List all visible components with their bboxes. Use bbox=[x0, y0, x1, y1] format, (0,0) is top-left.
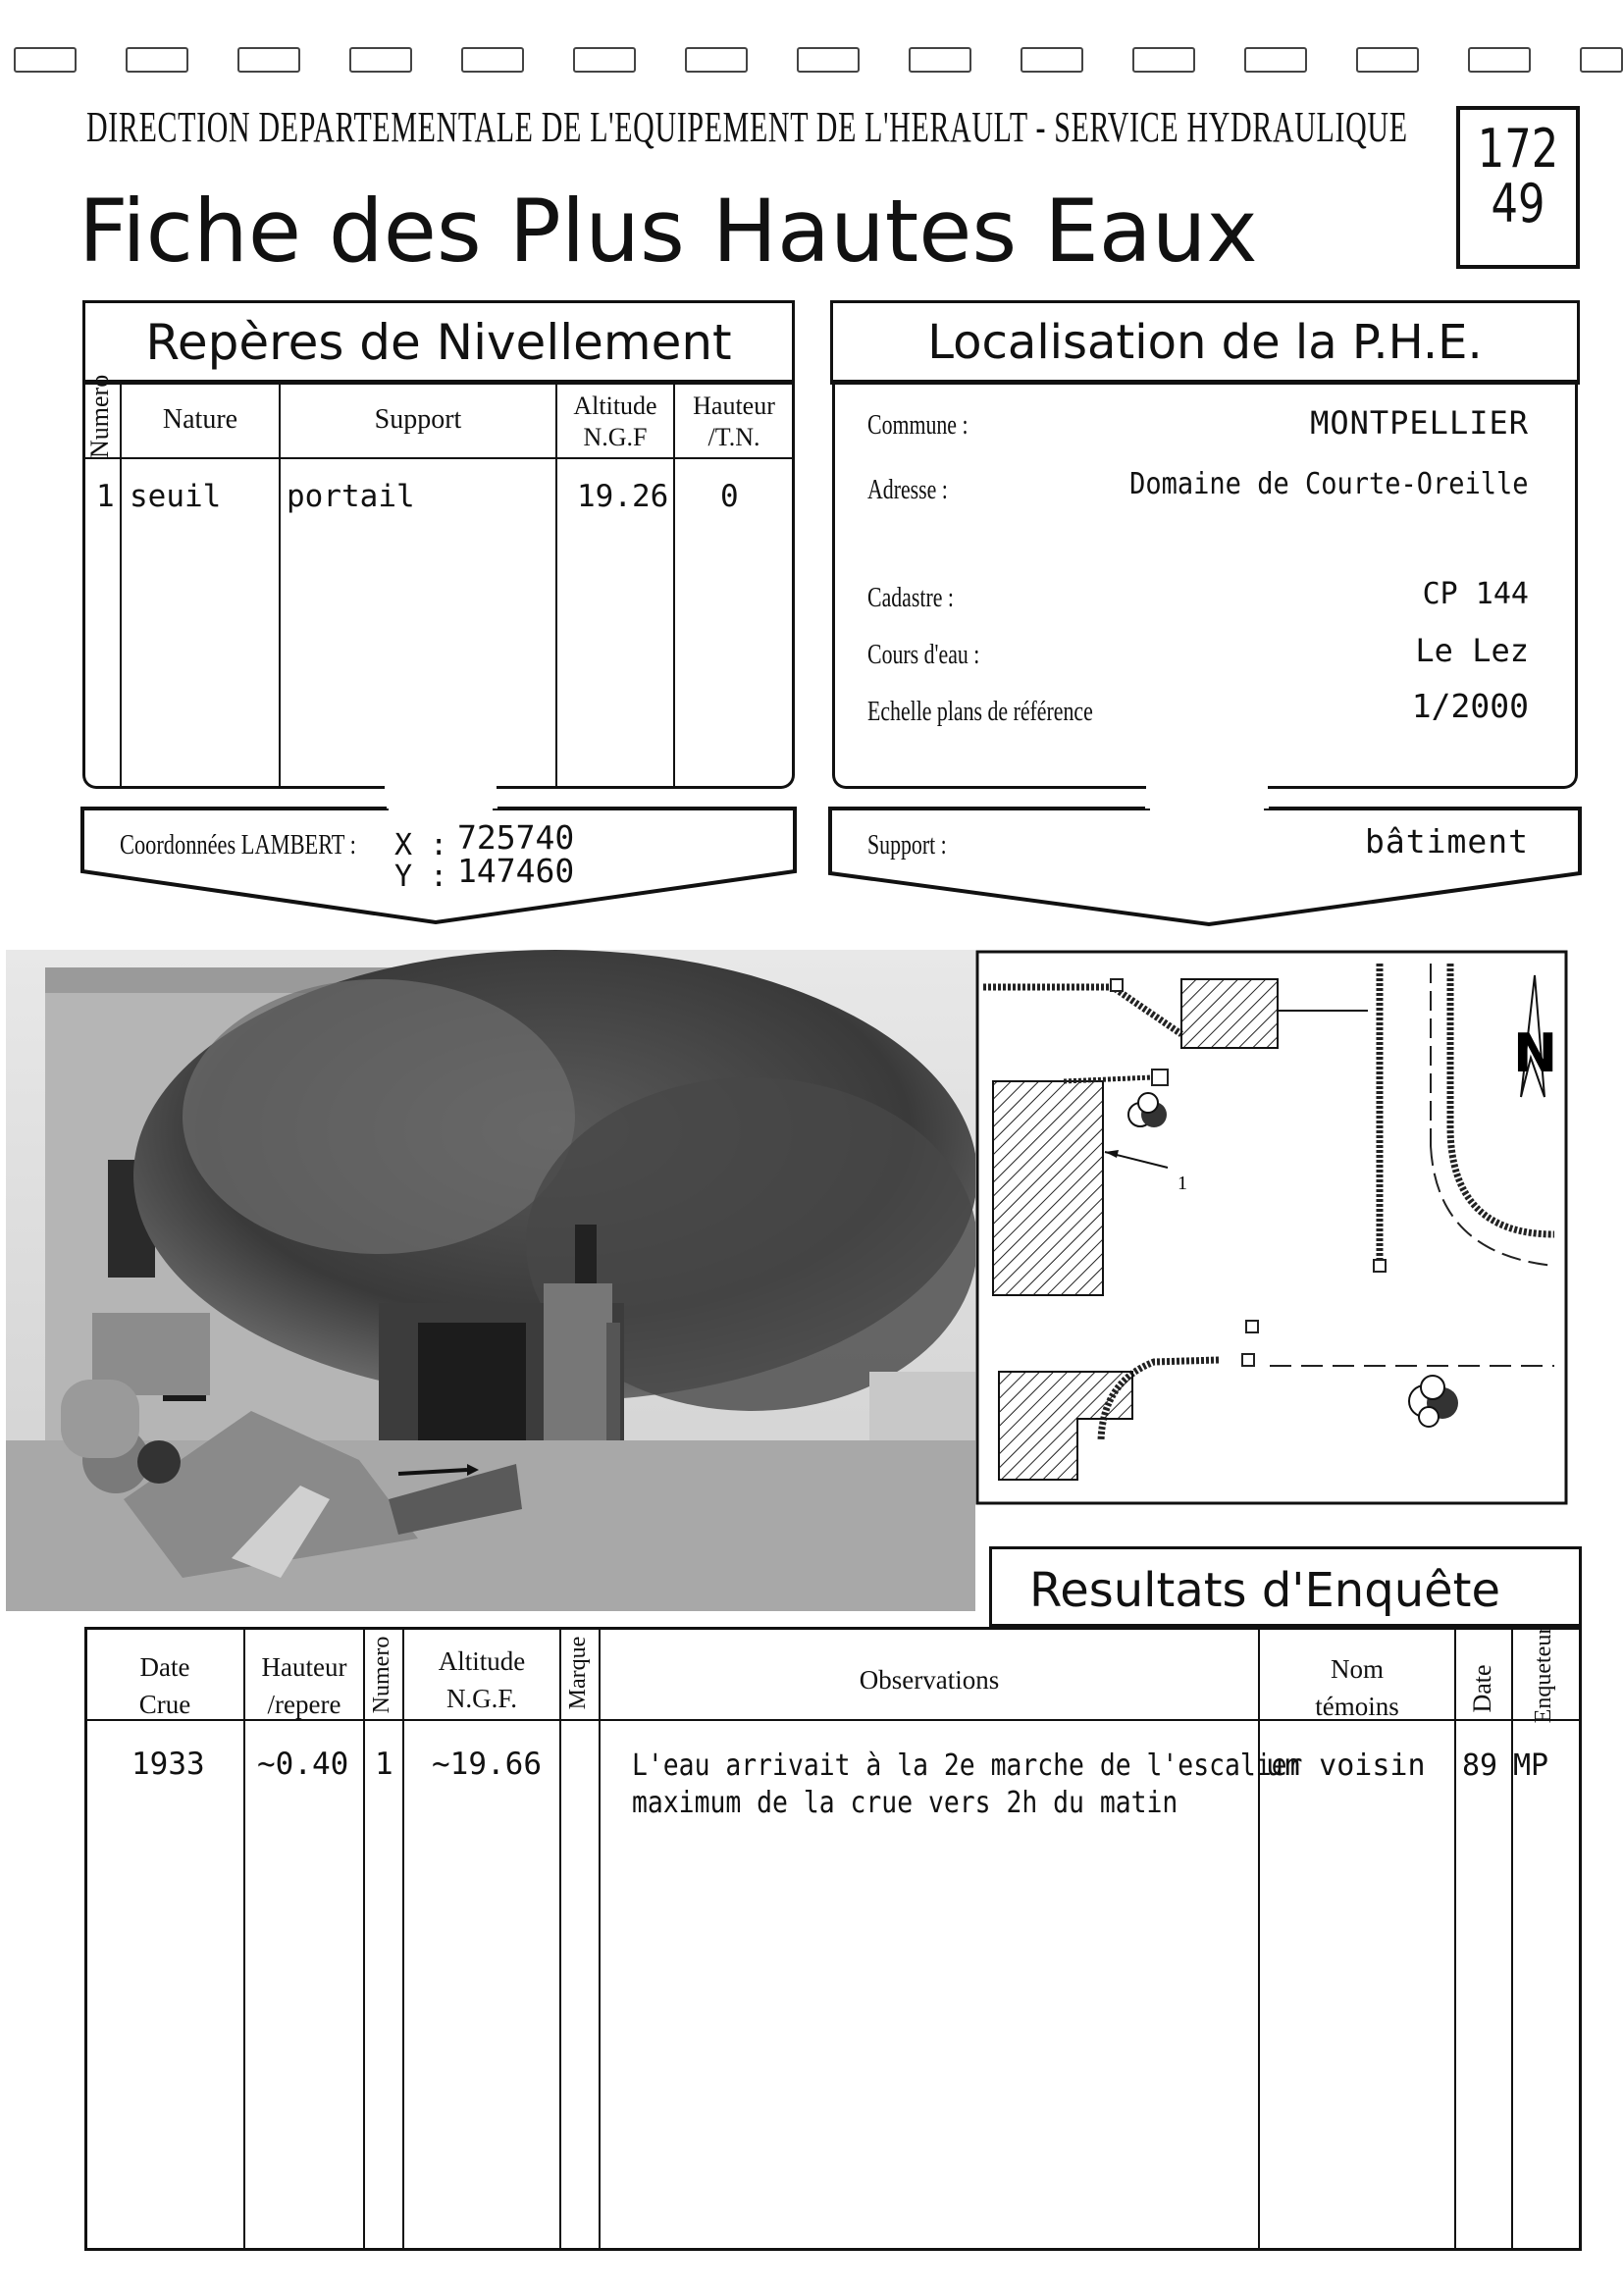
reperes-title-text: Repères de Nivellement bbox=[145, 314, 732, 371]
repere-nature: seuil bbox=[130, 479, 222, 514]
res-date-enquete: 89 bbox=[1462, 1748, 1498, 1783]
adresse-label: Adresse : bbox=[867, 475, 948, 505]
reperes-title bbox=[82, 300, 795, 385]
col-hauteur-header: Hauteur /T.N. bbox=[693, 391, 775, 451]
res-temoin: un voisin bbox=[1266, 1748, 1426, 1783]
res-col-marque: Marque bbox=[565, 1636, 591, 1710]
res-col-enqueteur: Enqueteur bbox=[1531, 1626, 1556, 1724]
svg-text:N: N bbox=[1513, 1022, 1558, 1084]
plan-marker-label: 1 bbox=[1178, 1173, 1187, 1194]
res-col-nom-temoins: Nom témoins bbox=[1315, 1654, 1399, 1721]
col-support-header: Support bbox=[374, 404, 462, 435]
localisation-title bbox=[830, 300, 1580, 385]
col-numero-header: Numero bbox=[85, 374, 114, 458]
commune-value: MONTPELLIER bbox=[1310, 404, 1529, 442]
col-altitude-header: Altitude N.G.F bbox=[573, 391, 657, 451]
res-col-hauteur: Hauteur /repere bbox=[261, 1652, 347, 1719]
col-nature-header: Nature bbox=[162, 404, 238, 435]
res-col-date-crue: Date Crue bbox=[138, 1652, 191, 1719]
repere-support: portail bbox=[287, 479, 415, 514]
lambert-label: Coordonnées LAMBERT : bbox=[120, 830, 356, 861]
repere-hauteur: 0 bbox=[720, 479, 739, 514]
reference-number-bottom: 49 bbox=[1491, 173, 1545, 235]
reference-number-top: 172 bbox=[1477, 118, 1559, 180]
lambert-x-label: X : bbox=[394, 828, 448, 862]
repere-numero: 1 bbox=[96, 479, 115, 514]
support-label: Support : bbox=[867, 830, 947, 861]
res-altitude: ~19.66 bbox=[432, 1747, 542, 1782]
res-col-date-enquete: Date bbox=[1468, 1664, 1496, 1713]
reference-box bbox=[1456, 106, 1580, 269]
agency-heading: DIRECTION DEPARTEMENTALE DE L'EQUIPEMENT DE L'HERAULT - SERVICE HYDRAULIQUE bbox=[86, 103, 1408, 151]
support-value: bâtiment bbox=[1365, 822, 1529, 861]
repere-altitude: 19.26 bbox=[577, 479, 669, 514]
cadastre-label: Cadastre : bbox=[867, 583, 954, 613]
cadastre-value: CP 144 bbox=[1422, 577, 1529, 611]
res-col-altitude: Altitude N.G.F. bbox=[438, 1646, 526, 1713]
commune-label: Commune : bbox=[867, 410, 969, 441]
res-enqueteur: MP bbox=[1513, 1748, 1549, 1783]
lambert-x-value: 725740 bbox=[457, 818, 575, 857]
res-hauteur: ~0.40 bbox=[257, 1747, 349, 1782]
adresse-value: Domaine de Courte-Oreille bbox=[1129, 467, 1529, 501]
res-observation-line1: L'eau arrivait à la 2e marche de l'escalier bbox=[632, 1748, 1303, 1783]
situation-plan bbox=[975, 950, 1568, 1505]
resultats-title-text: Resultats d'Enquête bbox=[1029, 1563, 1500, 1618]
res-numero: 1 bbox=[375, 1747, 393, 1782]
res-col-observations: Observations bbox=[859, 1665, 1000, 1695]
binding-strip bbox=[0, 47, 1623, 77]
localisation-title-text: Localisation de la P.H.E. bbox=[927, 315, 1483, 370]
echelle-label: Echelle plans de référence bbox=[867, 697, 1093, 727]
cours-eau-label: Cours d'eau : bbox=[867, 640, 980, 670]
res-col-numero: Numero bbox=[369, 1636, 394, 1714]
site-photograph bbox=[6, 950, 975, 1611]
cours-eau-value: Le Lez bbox=[1415, 632, 1529, 669]
res-observation-line2: maximum de la crue vers 2h du matin bbox=[632, 1786, 1178, 1820]
res-date: 1933 bbox=[131, 1747, 205, 1782]
lambert-y-label: Y : bbox=[394, 860, 448, 894]
page-title: Fiche des Plus Hautes Eaux bbox=[79, 181, 1258, 282]
echelle-value: 1/2000 bbox=[1411, 687, 1529, 725]
resultats-title bbox=[989, 1546, 1582, 1629]
lambert-y-value: 147460 bbox=[457, 852, 575, 890]
